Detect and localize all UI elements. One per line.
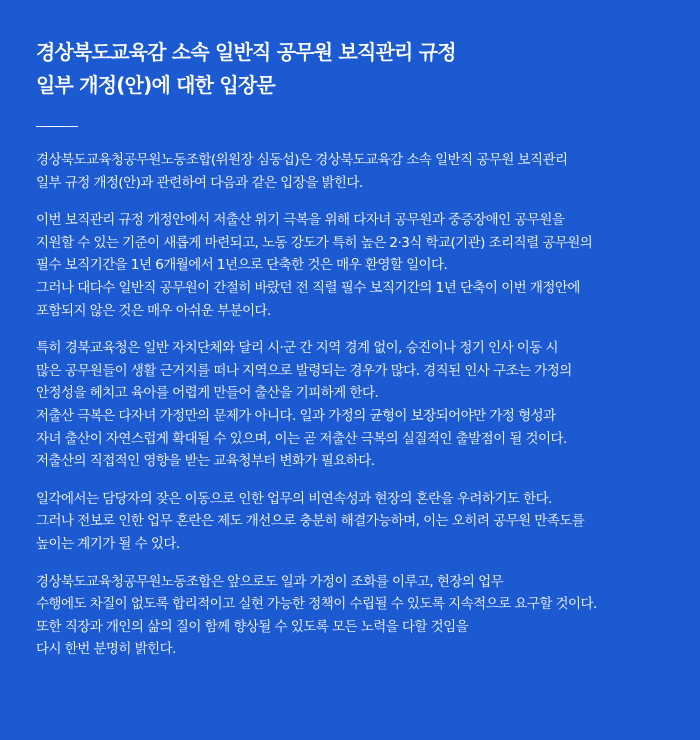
text-line: 이번 보직관리 규정 개정안에서 저출산 위기 극복을 위해 다자녀 공무원과 중증장애인 공무원을 (36, 212, 565, 229)
text-line: 높이는 계기가 될 수 있다. (36, 535, 180, 552)
paragraph-welcome (36, 209, 676, 322)
text-line: 지원할 수 있는 기준이 새롭게 마련되고, 노동 강도가 특히 높은 2·3식 학교(기관) 조리직렬 공무원의 (36, 234, 593, 251)
title-line: 일부 개정(안)에 대한 입장문 (36, 73, 275, 97)
text-line: 경상북도교육청공무원노동조합(위원장 심동섭)은 경상북도교육감 소속 일반직 공무원 보직관리 (36, 152, 568, 168)
text-line: 특히 경북교육청은 일반 자치단체와 달리 시·군 간 지역 경계 없이, 승진이나 정기 인사 이동 시 (36, 340, 559, 357)
text-line: 수행에도 차질이 없도록 합리적이고 실현 가능한 정책이 수립될 수 있도록 지속적으로 요구할 것이다. (36, 596, 597, 613)
text-line: 안정성을 헤치고 육아를 어렵게 만들어 출산을 기피하게 한다. (36, 385, 379, 402)
paragraph-closing (36, 571, 676, 661)
paragraph-region (36, 337, 676, 473)
text-line: 많은 공무원들이 생활 근거지를 떠나 지역으로 발령되는 경우가 많다. 경직된 인사 구조는 가정의 (36, 362, 572, 379)
statement-document (36, 36, 676, 676)
text-line: 또한 직장과 개인의 삶의 질이 함께 향상될 수 있도록 모든 노력을 다할 것임을 (36, 618, 469, 635)
text-line: 경상북도교육청공무원노동조합은 앞으로도 일과 가정이 조화를 이루고, 현장의 업무 (36, 573, 504, 590)
paragraph-intro (36, 149, 676, 194)
text-line: 자녀 출산이 자연스럽게 확대될 수 있으며, 이는 곧 저출산 극복의 실질적인 출발점이 될 것이다. (36, 430, 567, 447)
document-title (36, 36, 676, 102)
text-line: 포함되지 않은 것은 매우 아쉬운 부분이다. (36, 302, 271, 319)
text-line: 저출산의 직접적인 영향을 받는 교육청부터 변화가 필요하다. (36, 453, 375, 470)
title-divider (36, 126, 78, 127)
text-line: 필수 보직기간을 1년 6개월에서 1년으로 단축한 것은 매우 환영할 일이다. (36, 257, 448, 274)
text-line: 일부 규정 개정(안)과 관련하여 다음과 같은 입장을 밝힌다. (36, 174, 363, 191)
text-line: 그러나 대다수 일반직 공무원이 간절히 바랐던 전 직렬 필수 보직기간의 1년 단축이 이번 개정안에 (36, 279, 580, 296)
text-line: 다시 한번 분명히 밝힌다. (36, 641, 176, 658)
text-line: 저출산 극복은 다자녀 가정만의 문제가 아니다. 일과 가정의 균형이 보장되어야만 가정 형성과 (36, 407, 556, 424)
paragraph-concerns (36, 488, 676, 556)
text-line: 일각에서는 담당자의 잦은 이동으로 인한 업무의 비연속성과 현장의 혼란을 우려하기도 한다. (36, 490, 552, 507)
title-line: 경상북도교육감 소속 일반직 공무원 보직관리 규정 (36, 40, 456, 64)
text-line: 그러나 전보로 인한 업무 혼란은 제도 개선으로 충분히 해결가능하며, 이는 오히려 공무원 만족도를 (36, 513, 585, 530)
